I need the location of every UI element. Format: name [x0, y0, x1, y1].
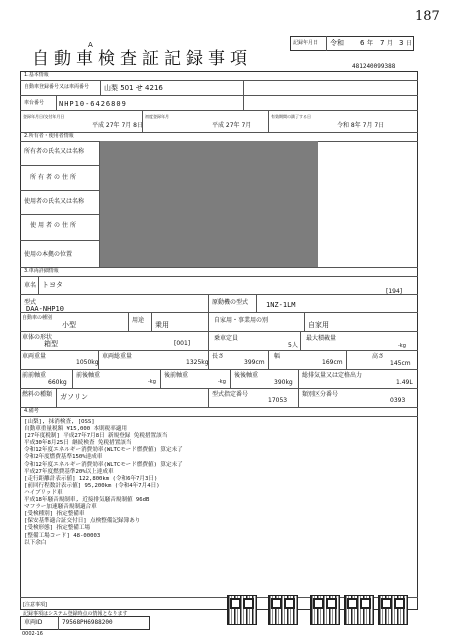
maker-value: トヨタ	[42, 281, 63, 289]
base-location-label: 使用の本拠の位置	[24, 251, 73, 258]
notice-label: [注意事項]	[23, 602, 47, 608]
front-front-weight-label: 前前軸重	[22, 372, 47, 379]
remark-line: 令和12年度エネルギー消費効率(WLTCモード燃費値) 算定未了	[24, 447, 183, 454]
rear-rear-weight-label: 後後軸重	[234, 372, 259, 379]
expiry-label: 有効期間の満了する日	[271, 114, 311, 119]
record-year-unit: 年	[367, 40, 374, 47]
qr-code-icon	[310, 595, 340, 625]
qr-code-icon	[378, 595, 408, 625]
vehicle-id-value: 79568PH6988200	[62, 619, 113, 626]
form-letter: A	[88, 41, 93, 49]
record-month-unit: 月	[387, 40, 394, 47]
reg-number-value: 山梨 501 せ 4216	[104, 84, 163, 92]
engine-value: 1NZ-1LM	[266, 301, 296, 309]
shape-code: [001]	[174, 340, 191, 347]
footer-code: 0002-16	[22, 631, 43, 637]
first-reg-label: 初度登録年月	[145, 114, 169, 119]
fuel-label: 燃料の種類	[22, 391, 53, 398]
expiry-value: 令和 8年 7月 7日	[337, 122, 385, 129]
section2-header: 2.所有者・使用者情報	[24, 133, 74, 139]
first-reg-value: 平成 27年 7月	[212, 122, 252, 129]
fuel-value: ガソリン	[60, 393, 88, 401]
remark-line: [前回行程数計表示値] 95,200km (令和4年7月4日)	[24, 482, 160, 489]
length-value: 399cm	[244, 359, 265, 366]
remark-line: [整備工場コード] 48-00003	[24, 532, 101, 539]
qr-code-icon	[344, 595, 374, 625]
remark-line: マフラー加速騒音規制適合車	[24, 504, 97, 511]
remark-line: [受検種別] 指定整備車	[24, 511, 85, 518]
purpose-value: 自家用	[308, 321, 329, 329]
weight-value: 1050kg	[76, 359, 99, 366]
kind-value: 小型	[62, 321, 76, 329]
capacity-label: 乗車定員	[214, 335, 239, 342]
front-rear-weight-label: 前後軸重	[76, 372, 101, 379]
maker-code: [194]	[386, 288, 403, 295]
remark-line: [走行距離計表示値] 122,800km (令和6年7月3日)	[24, 475, 158, 482]
displacement-value: 1.49L	[396, 379, 413, 386]
document-title: 自動車検査証記録事項	[32, 49, 252, 69]
remark-line: [受検形態] 指定整備工場	[24, 525, 91, 532]
class-no-value: 0393	[390, 397, 406, 404]
user-name-label: 使用者の氏名又は名称	[24, 198, 85, 205]
type-no-label: 型式指定番号	[212, 391, 249, 398]
height-value: 145cm	[390, 360, 411, 367]
remark-line: ハイブリッド車	[24, 489, 63, 496]
qr-code-icon	[268, 595, 298, 625]
remark-line: 令和2年度燃費基準150%達成車	[24, 454, 103, 461]
user-address-label: 使用者の住所	[30, 222, 79, 229]
rear-rear-weight-value: 390kg	[274, 379, 293, 386]
capacity-value: 5人	[288, 342, 298, 349]
notice-text: 記録事項はシステム登録時点の情報となります	[23, 611, 128, 617]
model-value: DAA-NHP10	[26, 305, 64, 313]
section4-header: 4.備考	[24, 408, 39, 414]
use-label: 用途	[132, 317, 145, 324]
remark-line: 平成18年騒音規制車, 近接排気騒音規制値 96dB	[24, 497, 150, 504]
class-no-label: 類別区分番号	[302, 391, 339, 398]
vehicle-id-label: 車両ID	[24, 619, 43, 626]
model-label: 型式	[24, 299, 37, 306]
record-date-era: 令和	[330, 39, 344, 47]
use-value: 乗用	[155, 321, 169, 329]
rear-front-weight-value: -kg	[218, 379, 226, 385]
length-label: 長さ	[212, 353, 225, 360]
height-label: 高さ	[372, 353, 385, 360]
weight-label: 車両重量	[22, 353, 47, 360]
remark-line: 平成27年度燃費基準20%以上達成車	[24, 468, 114, 475]
qr-code-icon	[227, 595, 257, 625]
reg-date-label: 登録年月日/交付年月日	[23, 114, 65, 119]
record-date-label: 記録年月日	[293, 40, 319, 46]
remark-line: [27年度税制] 平成27年7月8日 新規登録 免税措置該当	[24, 433, 168, 440]
section1-header: 1.基本情報	[24, 72, 49, 78]
redacted-owner-info	[100, 141, 318, 267]
remark-line: 自動車重量税額 ¥15,000 本則税率適用	[24, 426, 128, 433]
owner-address-label: 所有者の住所	[30, 174, 79, 181]
owner-name-label: 所有者の氏名又は名称	[24, 148, 85, 155]
remark-line: 平成30年8月25日 継続検査 免税措置該当	[24, 440, 132, 447]
gross-value: 1325kg	[186, 359, 209, 366]
remarks-list	[24, 419, 183, 547]
shape-label: 車体の形状	[22, 334, 53, 341]
shape-value: 箱型	[44, 340, 58, 348]
section3-header: 3.車両詳細情報	[24, 268, 59, 274]
document-number: 481240099388	[352, 63, 396, 70]
reg-number-label: 自動車登録番号又は車両番号	[24, 84, 90, 90]
remark-line: 以下余白	[24, 539, 47, 546]
maker-label: 車名	[24, 282, 37, 289]
remark-line: 令和12年度エネルギー消費効率(WLTCモード燃費値) 算定未了	[24, 461, 183, 468]
record-month: 7	[380, 39, 385, 47]
type-no-value: 17053	[268, 397, 288, 404]
chassis-label: 車台番号	[24, 100, 45, 106]
chassis-value: NHP10-6426809	[59, 100, 127, 108]
front-front-weight-value: 660kg	[48, 379, 67, 386]
remark-line: [保安基準適合証交付日] 点検整備記録簿あり	[24, 518, 141, 525]
width-value: 169cm	[322, 359, 343, 366]
front-rear-weight-value: -kg	[148, 379, 156, 385]
gross-label: 車両総重量	[102, 353, 133, 360]
maxload-value: -kg	[398, 343, 406, 349]
maxload-label: 最大積載量	[306, 335, 337, 342]
rear-front-weight-label: 後前軸重	[164, 372, 189, 379]
remark-line: [山梨], 抹消検査, [OSS]	[24, 419, 95, 425]
kind-label: 自動車の種別	[22, 315, 53, 321]
purpose-label: 自家用・事業用の別	[214, 317, 269, 324]
record-day-unit: 日	[406, 40, 413, 47]
width-label: 幅	[274, 353, 281, 360]
page-number: 187	[415, 9, 440, 24]
engine-label: 原動機の型式	[212, 299, 249, 306]
reg-date-value: 平成 27年 7月 8日	[92, 122, 143, 129]
record-day: 3	[399, 39, 404, 47]
record-year: 6	[360, 39, 365, 47]
displacement-label: 総排気量又は定格出力	[302, 372, 363, 379]
